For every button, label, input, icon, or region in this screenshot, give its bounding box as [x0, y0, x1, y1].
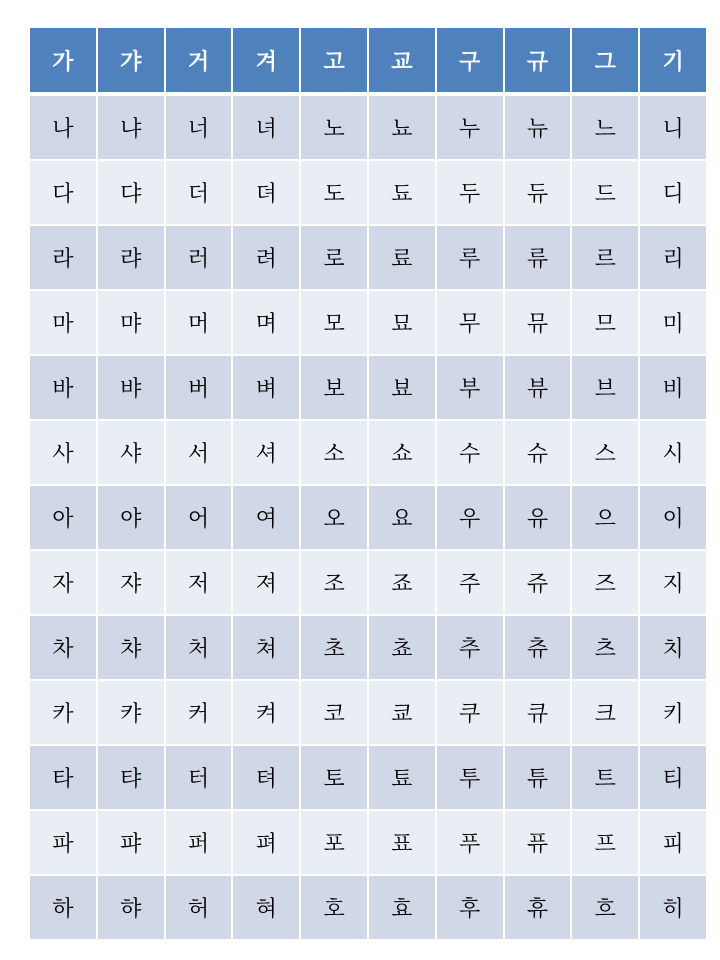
- syllable-cell: 머: [165, 290, 233, 355]
- syllable-cell: 사: [29, 420, 97, 485]
- syllable-cell: 브: [571, 355, 639, 420]
- syllable-cell: 추: [436, 615, 504, 680]
- syllable-cell: 튜: [504, 745, 572, 810]
- syllable-cell: 즈: [571, 550, 639, 615]
- syllable-cell: 료: [368, 225, 436, 290]
- syllable-cell: 파: [29, 810, 97, 875]
- syllable-cell: 소: [300, 420, 368, 485]
- syllable-cell: 뵤: [368, 355, 436, 420]
- syllable-cell: 피: [639, 810, 707, 875]
- syllable-cell: 햐: [97, 875, 165, 940]
- syllable-cell: 져: [232, 550, 300, 615]
- syllable-cell: 쥬: [504, 550, 572, 615]
- syllable-cell: 조: [300, 550, 368, 615]
- syllable-cell: 쟈: [97, 550, 165, 615]
- syllable-cell: 우: [436, 485, 504, 550]
- syllable-cell: 코: [300, 680, 368, 745]
- syllable-cell: 토: [300, 745, 368, 810]
- syllable-cell: 쳐: [232, 615, 300, 680]
- table-row: [29, 160, 707, 225]
- syllable-cell: 슈: [504, 420, 572, 485]
- header-row: [29, 27, 707, 94]
- syllable-cell: 흐: [571, 875, 639, 940]
- syllable-cell: 쿠: [436, 680, 504, 745]
- syllable-cell: 셔: [232, 420, 300, 485]
- syllable-cell: 디: [639, 160, 707, 225]
- syllable-cell: 보: [300, 355, 368, 420]
- syllable-cell: 포: [300, 810, 368, 875]
- header-cell: 겨: [232, 27, 300, 94]
- syllable-cell: 휴: [504, 875, 572, 940]
- syllable-cell: 투: [436, 745, 504, 810]
- syllable-cell: 퓨: [504, 810, 572, 875]
- syllable-cell: 느: [571, 94, 639, 160]
- table-header: [29, 27, 707, 94]
- syllable-cell: 효: [368, 875, 436, 940]
- table-row: [29, 810, 707, 875]
- syllable-cell: 툐: [368, 745, 436, 810]
- syllable-cell: 펴: [232, 810, 300, 875]
- syllable-cell: 나: [29, 94, 97, 160]
- table-row: [29, 94, 707, 160]
- syllable-cell: 쇼: [368, 420, 436, 485]
- syllable-cell: 드: [571, 160, 639, 225]
- syllable-cell: 류: [504, 225, 572, 290]
- syllable-cell: 수: [436, 420, 504, 485]
- syllable-cell: 차: [29, 615, 97, 680]
- table-row: [29, 615, 707, 680]
- header-cell: 구: [436, 27, 504, 94]
- syllable-cell: 랴: [97, 225, 165, 290]
- syllable-cell: 야: [97, 485, 165, 550]
- syllable-cell: 녀: [232, 94, 300, 160]
- syllable-cell: 챠: [97, 615, 165, 680]
- syllable-cell: 켜: [232, 680, 300, 745]
- syllable-cell: 댜: [97, 160, 165, 225]
- syllable-cell: 여: [232, 485, 300, 550]
- syllable-cell: 며: [232, 290, 300, 355]
- syllable-cell: 트: [571, 745, 639, 810]
- syllable-cell: 허: [165, 875, 233, 940]
- table-row: [29, 550, 707, 615]
- syllable-cell: 츠: [571, 615, 639, 680]
- header-cell: 고: [300, 27, 368, 94]
- syllable-cell: 프: [571, 810, 639, 875]
- syllable-cell: 요: [368, 485, 436, 550]
- syllable-cell: 퍼: [165, 810, 233, 875]
- syllable-cell: 미: [639, 290, 707, 355]
- syllable-cell: 뷰: [504, 355, 572, 420]
- syllable-cell: 텨: [232, 745, 300, 810]
- syllable-cell: 아: [29, 485, 97, 550]
- syllable-cell: 뎌: [232, 160, 300, 225]
- syllable-cell: 노: [300, 94, 368, 160]
- syllable-cell: 혀: [232, 875, 300, 940]
- header-cell: 갸: [97, 27, 165, 94]
- table-row: [29, 875, 707, 940]
- syllable-cell: 퍄: [97, 810, 165, 875]
- header-cell: 그: [571, 27, 639, 94]
- syllable-cell: 냐: [97, 94, 165, 160]
- syllable-cell: 유: [504, 485, 572, 550]
- syllable-cell: 크: [571, 680, 639, 745]
- syllable-cell: 므: [571, 290, 639, 355]
- syllable-cell: 캬: [97, 680, 165, 745]
- syllable-cell: 두: [436, 160, 504, 225]
- syllable-cell: 너: [165, 94, 233, 160]
- syllable-cell: 오: [300, 485, 368, 550]
- header-cell: 규: [504, 27, 572, 94]
- table-row: [29, 225, 707, 290]
- syllable-cell: 시: [639, 420, 707, 485]
- syllable-cell: 카: [29, 680, 97, 745]
- syllable-cell: 스: [571, 420, 639, 485]
- syllable-cell: 터: [165, 745, 233, 810]
- syllable-cell: 주: [436, 550, 504, 615]
- syllable-cell: 뉴: [504, 94, 572, 160]
- syllable-cell: 뮤: [504, 290, 572, 355]
- syllable-cell: 니: [639, 94, 707, 160]
- syllable-cell: 루: [436, 225, 504, 290]
- syllable-cell: 샤: [97, 420, 165, 485]
- syllable-cell: 러: [165, 225, 233, 290]
- header-cell: 거: [165, 27, 233, 94]
- syllable-cell: 쵸: [368, 615, 436, 680]
- syllable-cell: 누: [436, 94, 504, 160]
- syllable-cell: 자: [29, 550, 97, 615]
- syllable-cell: 묘: [368, 290, 436, 355]
- syllable-cell: 후: [436, 875, 504, 940]
- syllable-cell: 르: [571, 225, 639, 290]
- syllable-cell: 티: [639, 745, 707, 810]
- syllable-cell: 어: [165, 485, 233, 550]
- syllable-cell: 됴: [368, 160, 436, 225]
- table-row: [29, 485, 707, 550]
- table-body: [29, 94, 707, 940]
- syllable-cell: 큐: [504, 680, 572, 745]
- syllable-cell: 듀: [504, 160, 572, 225]
- syllable-cell: 지: [639, 550, 707, 615]
- syllable-cell: 호: [300, 875, 368, 940]
- syllable-cell: 부: [436, 355, 504, 420]
- header-cell: 기: [639, 27, 707, 94]
- syllable-cell: 츄: [504, 615, 572, 680]
- syllable-cell: 다: [29, 160, 97, 225]
- syllable-cell: 초: [300, 615, 368, 680]
- syllable-cell: 라: [29, 225, 97, 290]
- syllable-cell: 히: [639, 875, 707, 940]
- syllable-cell: 마: [29, 290, 97, 355]
- syllable-cell: 려: [232, 225, 300, 290]
- table-row: [29, 420, 707, 485]
- syllable-cell: 하: [29, 875, 97, 940]
- syllable-cell: 푸: [436, 810, 504, 875]
- table-row: [29, 745, 707, 810]
- syllable-cell: 비: [639, 355, 707, 420]
- syllable-cell: 먀: [97, 290, 165, 355]
- syllable-cell: 키: [639, 680, 707, 745]
- syllable-cell: 뱌: [97, 355, 165, 420]
- syllable-cell: 저: [165, 550, 233, 615]
- syllable-cell: 죠: [368, 550, 436, 615]
- syllable-cell: 뇨: [368, 94, 436, 160]
- table-row: [29, 355, 707, 420]
- syllable-cell: 버: [165, 355, 233, 420]
- syllable-cell: 커: [165, 680, 233, 745]
- syllable-cell: 서: [165, 420, 233, 485]
- syllable-cell: 더: [165, 160, 233, 225]
- syllable-cell: 로: [300, 225, 368, 290]
- syllable-cell: 벼: [232, 355, 300, 420]
- syllable-cell: 표: [368, 810, 436, 875]
- header-cell: 가: [29, 27, 97, 94]
- syllable-cell: 무: [436, 290, 504, 355]
- syllable-cell: 치: [639, 615, 707, 680]
- table-row: [29, 680, 707, 745]
- hangul-syllable-table: [28, 26, 708, 941]
- syllable-cell: 리: [639, 225, 707, 290]
- table-row: [29, 290, 707, 355]
- syllable-cell: 탸: [97, 745, 165, 810]
- syllable-cell: 바: [29, 355, 97, 420]
- syllable-cell: 타: [29, 745, 97, 810]
- syllable-cell: 이: [639, 485, 707, 550]
- syllable-cell: 으: [571, 485, 639, 550]
- syllable-cell: 처: [165, 615, 233, 680]
- syllable-cell: 쿄: [368, 680, 436, 745]
- syllable-cell: 도: [300, 160, 368, 225]
- header-cell: 교: [368, 27, 436, 94]
- syllable-cell: 모: [300, 290, 368, 355]
